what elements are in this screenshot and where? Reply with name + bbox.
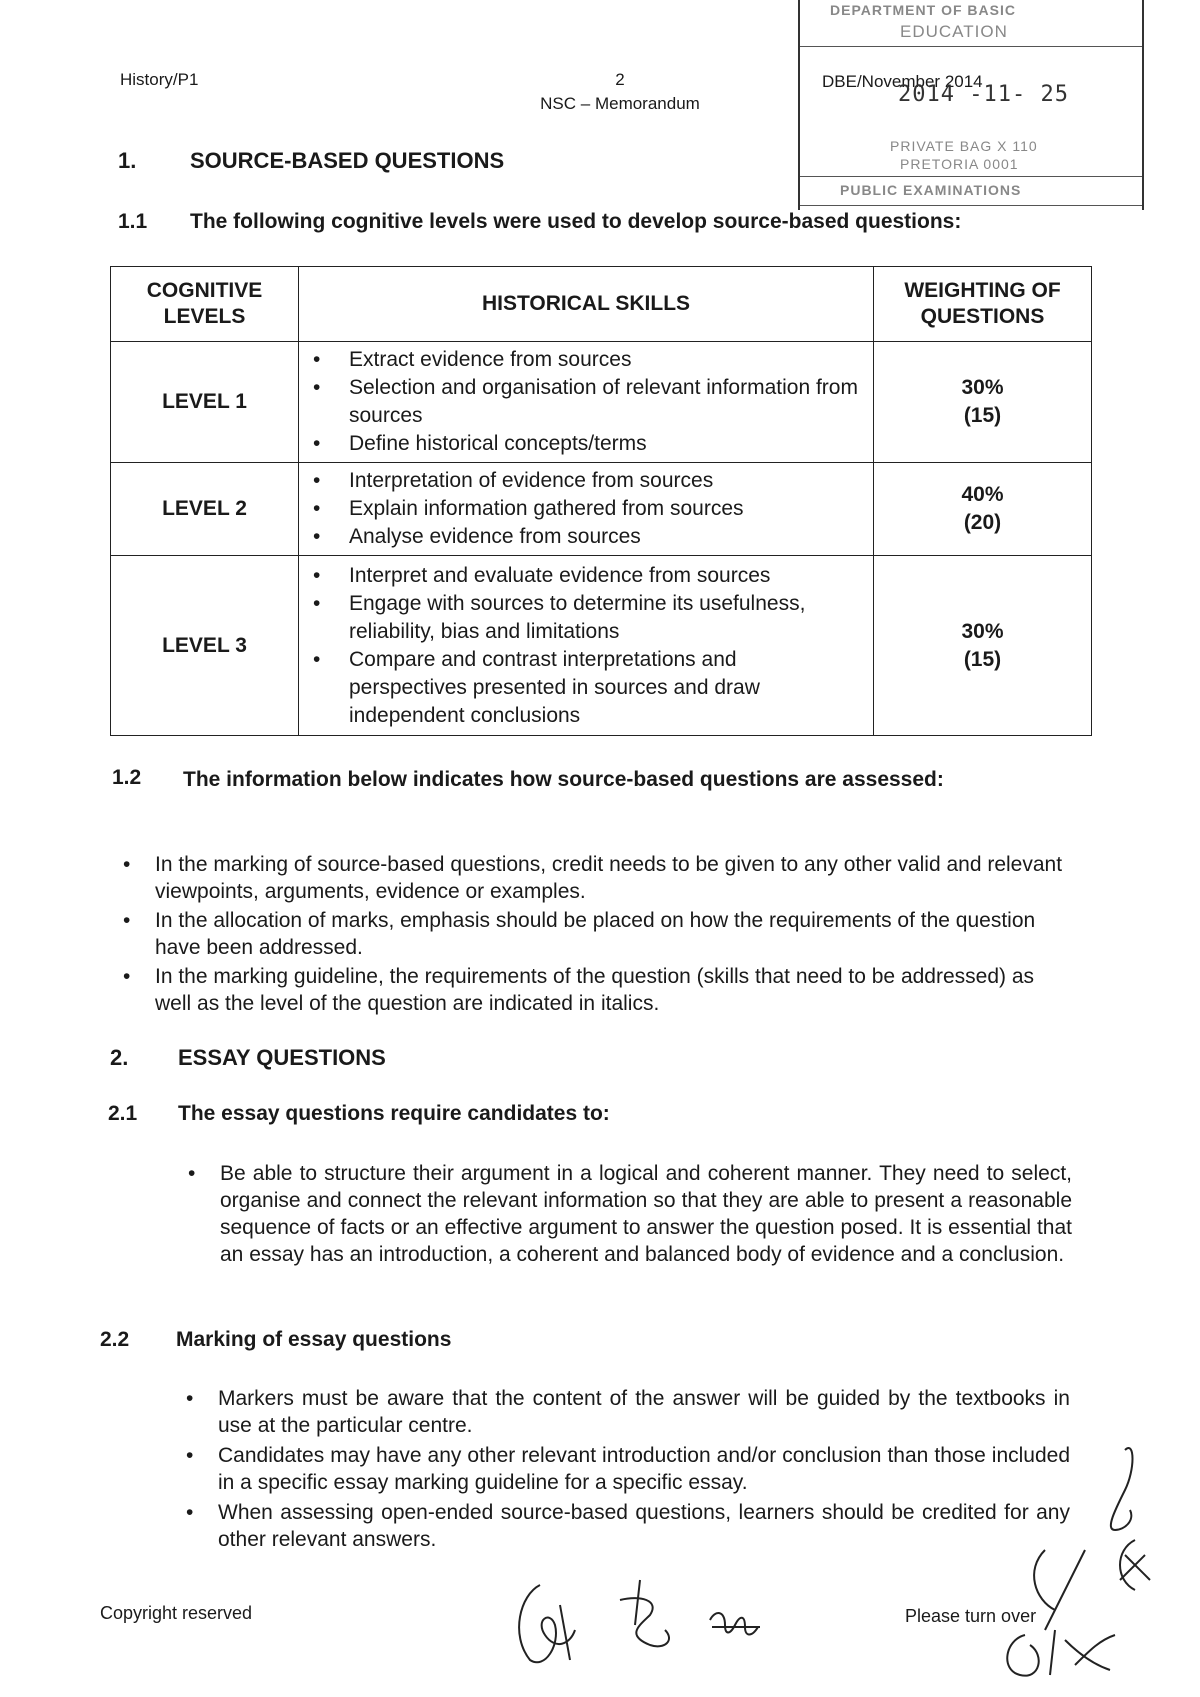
assessment-bullet: • In the marking of source-based questions, credit needs to be given to any other valid and relevant viewpoints, arguments, evidence or examples.: [123, 853, 1063, 903]
initials-signature: [985, 1430, 1160, 1690]
skills-cell: [299, 342, 874, 463]
skill-item: • Define historical concepts/terms: [313, 432, 647, 455]
table-header-levels: COGNITIVE LEVELS: [111, 267, 299, 342]
skills-cell: [299, 556, 874, 736]
header-left: History/P1: [120, 70, 199, 89]
skill-item: • Extract evidence from sources: [313, 348, 632, 371]
table-row: [111, 556, 1092, 736]
stamp-date: 2014 -11- 25: [898, 82, 1069, 107]
weighting-cell: 40% (20): [874, 463, 1092, 556]
footer-turn-over: Please turn over: [905, 1606, 1037, 1626]
weighting-cell: 30% (15): [874, 556, 1092, 736]
essay-requirement-bullet: • Be able to structure their argument in a logical and coherent manner. They need to select, organise and connect the relevant information so that they are able to present a reasonable sequence of facts or an effective argument to answer the question posed. It is essential that an essay has an introduction, a coherent and balanced body of evidence and a conclusion.: [188, 1162, 1072, 1266]
section2-1-text: The essay questions require candidates to:: [178, 1102, 610, 1125]
signatures-group: [500, 1565, 830, 1675]
section1-title: SOURCE-BASED QUESTIONS: [190, 148, 505, 173]
table-header-skills: HISTORICAL SKILLS: [299, 267, 874, 342]
cognitive-levels-table: [110, 266, 1092, 736]
skill-item: • Explain information gathered from sources: [313, 497, 744, 520]
marking-bullet: • When assessing open-ended source-based questions, learners should be credited for any other relevant answers.: [186, 1501, 1070, 1551]
section2-2-number: 2.2: [100, 1328, 130, 1351]
table-row: [111, 342, 1092, 463]
section1-1-text: The following cognitive levels were used to develop source-based questions:: [190, 210, 962, 233]
assessment-bullet: • In the allocation of marks, emphasis should be placed on how the requirements of the question have been addressed.: [123, 909, 1036, 959]
weighting-cell: 30% (15): [874, 342, 1092, 463]
table-header-weighting: WEIGHTING OF QUESTIONS: [874, 267, 1092, 342]
section1-1-number: 1.1: [118, 210, 148, 233]
stamp-line2: EDUCATION: [900, 22, 1008, 41]
section2-number: 2.: [110, 1045, 129, 1070]
header-subtitle: NSC – Memorandum: [540, 94, 700, 113]
department-stamp: [798, 0, 1144, 210]
stamp-line3: PRIVATE BAG X 110: [890, 138, 1038, 154]
section1-2-number: 1.2: [112, 766, 142, 789]
marking-bullet: • Candidates may have any other relevant introduction and/or conclusion than those included in a specific essay marking guideline for a specific essay.: [186, 1444, 1070, 1494]
skill-item: • Selection and organisation of relevant information from sources: [313, 376, 858, 427]
marking-bullet: • Markers must be aware that the content of the answer will be guided by the textbooks in use at the particular centre.: [186, 1387, 1070, 1437]
assessment-bullet: • In the marking guideline, the requirements of the question (skills that need to be addressed) as well as the level of the question are indicated in italics.: [123, 965, 1035, 1015]
skill-item: • Engage with sources to determine its usefulness, reliability, bias and limitations: [313, 591, 806, 643]
section2-title: ESSAY QUESTIONS: [178, 1045, 386, 1070]
section2-2-text: Marking of essay questions: [176, 1328, 452, 1351]
skill-item: • Analyse evidence from sources: [313, 525, 641, 548]
section1-2-text: The information below indicates how source-based questions are assessed:: [183, 768, 944, 791]
section2-1-number: 2.1: [108, 1102, 138, 1125]
page-number: 2: [615, 70, 625, 89]
section1-number: 1.: [118, 148, 137, 173]
skill-item: • Interpret and evaluate evidence from sources: [313, 563, 771, 587]
level-cell: LEVEL 1: [111, 342, 299, 463]
table-row: [111, 463, 1092, 556]
level-cell: LEVEL 2: [111, 463, 299, 556]
skills-cell: [299, 463, 874, 556]
skill-item: • Compare and contrast interpretations and perspectives presented in sources and draw independent conclusions: [313, 647, 760, 727]
stamp-line4: PRETORIA 0001: [900, 156, 1019, 172]
stamp-line1: DEPARTMENT OF BASIC: [830, 2, 1016, 18]
skill-item: • Interpretation of evidence from sources: [313, 469, 714, 492]
stamp-line5: PUBLIC EXAMINATIONS: [840, 182, 1022, 198]
footer-copyright: Copyright reserved: [100, 1603, 253, 1623]
header-right: DBE/November 2014: [822, 72, 983, 91]
level-cell: LEVEL 3: [111, 556, 299, 736]
